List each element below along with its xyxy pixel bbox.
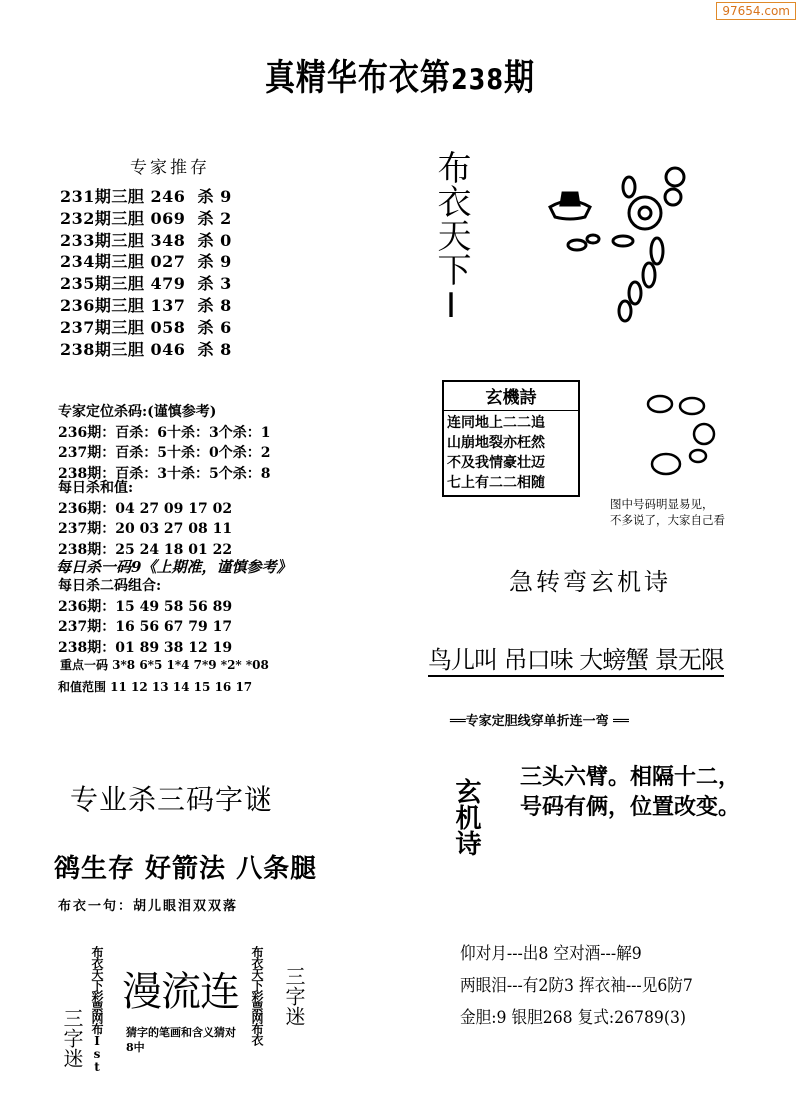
expert-recommend-list <box>60 186 232 360</box>
puzzle-main-word: 漫流连 <box>122 969 239 1015</box>
position-kill-heading: 专家定位杀码:(谨慎参考) <box>58 404 217 420</box>
xuanji-poem-heading: 玄機詩 <box>444 382 578 411</box>
buyi-tianxia-vertical: 布衣天下I <box>431 150 471 326</box>
xuanji-vertical: 玄机诗 <box>451 778 481 856</box>
position-kill-block <box>58 402 270 484</box>
list-item: 238期：百杀：3十杀：5个杀：8 <box>58 465 271 482</box>
list-item: 237期：16 56 67 79 17 <box>58 619 233 635</box>
bird-riddle-line: 鸟儿叫 吊口味 大螃蟹 景无限 <box>428 640 724 677</box>
daily-pair-block <box>58 576 232 658</box>
watermark: 97654.com <box>716 2 796 20</box>
three-word-label-right: 三字迷 <box>282 966 306 1026</box>
six-arms-poem <box>520 762 740 822</box>
answer-line: 金胆:9 银胆268 复式:26789(3) <box>460 1008 687 1028</box>
list-item: 237期：百杀：5十杀：0个杀：2 <box>58 445 271 461</box>
list-item: 236期：15 49 58 56 89 <box>58 598 233 615</box>
daily-kill-one: 每日杀一码9《上期准，谨慎参考》 <box>56 558 292 576</box>
answer-line: 两眼泪---有2防3 挥衣袖---见6防7 <box>460 976 693 996</box>
ingot-coins-illustration <box>545 165 695 325</box>
page-title <box>0 48 800 101</box>
expert-recommend-heading: 专家推存 <box>130 158 210 178</box>
list-item: 236期：04 27 09 17 02 <box>58 500 233 517</box>
focus-codes: 重点一码 3*8 6*5 1*4 7*9 *2* *08 <box>60 658 269 672</box>
image-note-line: 不多说了，大家自己看 <box>610 513 725 527</box>
list-item: 232期三胆 069 杀 2 <box>60 208 232 228</box>
urgent-poem-heading: 急转弯玄机诗 <box>509 568 671 596</box>
answers-block <box>460 938 693 1034</box>
list-item: 233期三胆 348 杀 0 <box>60 230 232 250</box>
list-item: 236期：百杀：6十杀：3个杀：1 <box>58 424 271 441</box>
list-item: 238期三胆 046 杀 8 <box>60 339 232 359</box>
list-item: 238期：01 89 38 12 19 <box>58 639 233 656</box>
riddle-line: 鹆生存 好箭法 八条腿 <box>54 854 318 884</box>
xuanji-poem-box <box>442 380 580 497</box>
daily-sum-heading: 每日杀和值: <box>58 480 134 496</box>
list-item: 237期：20 03 27 08 11 <box>58 521 233 537</box>
sum-range: 和值范围 11 12 13 14 15 16 17 <box>58 680 253 694</box>
list-item: 234期三胆 027 杀 9 <box>60 252 232 272</box>
poem-line: 连同地上二二追 <box>447 415 545 431</box>
site-vertical-left: 布衣天下彩票网布Ist <box>90 946 104 1073</box>
list-item: 236期三胆 137 杀 8 <box>60 295 232 315</box>
list-item: 237期三胆 058 杀 6 <box>60 317 232 337</box>
poem-line: 号码有俩，位置改变。 <box>520 794 741 820</box>
puzzle-hint: 猜字的笔画和含义猜对8中 <box>126 1026 236 1054</box>
list-item: 235期三胆 479 杀 3 <box>60 274 232 294</box>
poem-line: 山崩地裂亦枉然 <box>447 435 545 451</box>
list-item: 238期：25 24 18 01 22 <box>58 541 233 558</box>
expert-fold-line: ══专家定胆线穿单折连一弯 ══ <box>450 714 629 729</box>
buyi-sentence: 布衣一句：胡儿眼泪双双落 <box>58 899 239 914</box>
poem-line: 不及我情豪壮迈 <box>447 455 545 471</box>
site-vertical-right: 布衣天下彩票网布衣 <box>250 946 264 1045</box>
daily-pair-heading: 每日杀二码组合: <box>58 578 162 594</box>
poem-line: 三头六臂。相隔十二， <box>520 764 741 790</box>
daily-sum-block <box>58 478 232 560</box>
poem-line: 七上有二二相随 <box>447 475 545 491</box>
coin-number-illustration <box>640 392 720 492</box>
three-word-label-left: 三字迷 <box>60 1008 84 1068</box>
title-prefix: 真精华布衣第 <box>264 57 451 100</box>
list-item: 231期三胆 246 杀 9 <box>60 187 232 206</box>
image-note-line: 图中号码明显易见， <box>610 497 714 511</box>
kill-three-heading: 专业杀三码字谜 <box>70 783 274 816</box>
image-note <box>610 496 725 528</box>
title-suffix: 期 <box>504 57 536 100</box>
title-issue: 238 <box>450 63 505 97</box>
answer-line: 仰对月---出8 空对酒---解9 <box>460 944 642 964</box>
